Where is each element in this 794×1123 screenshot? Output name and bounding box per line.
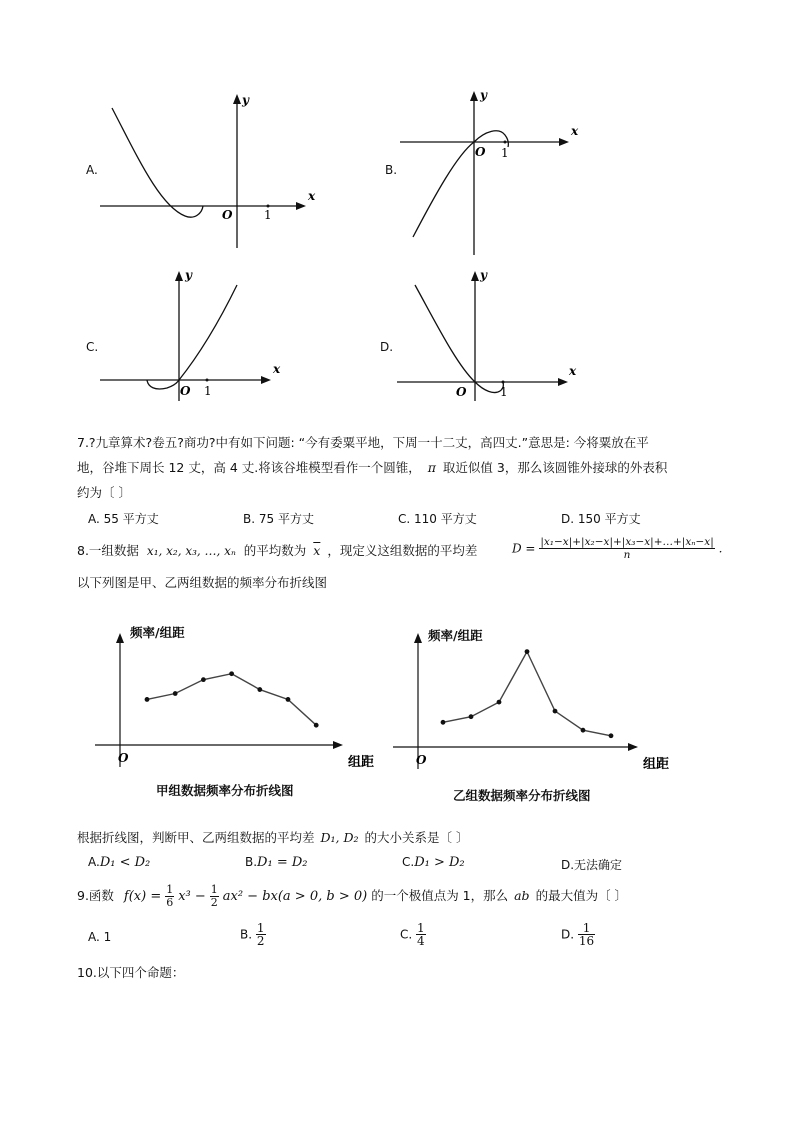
formula-numerator: |x₁−x|+|x₂−x|+|x₃−x|+…+|xₙ−x| [540, 536, 714, 548]
one-label: 1 [500, 385, 508, 399]
y-axis-arrow [471, 271, 479, 281]
q10-line: 10.以下四个命题： [77, 965, 185, 980]
q7-line-2b: 取近似值 3，那么该圆锥外接球的外表积 [442, 460, 668, 475]
q9-frac-2-den: 2 [210, 896, 218, 909]
x-label: x [273, 362, 281, 376]
curve [112, 108, 203, 217]
data-point-4 [229, 671, 234, 676]
q8-line-2: 以下列图是甲、乙两组数据的频率分布折线图 [77, 575, 328, 590]
q9-option-c-den: 4 [417, 934, 425, 948]
q9-prefix: 9.函数 [77, 888, 114, 903]
y-axis-arrow [414, 633, 422, 643]
q7-line-3: 约为〔 〕 [77, 485, 131, 500]
q9-func-a: f(x) = [123, 889, 162, 904]
y-axis-arrow [470, 91, 478, 101]
pi-symbol: π [427, 460, 436, 475]
q9-line-mid: 的一个极值点为 1，那么 [371, 888, 509, 903]
curve [147, 285, 237, 389]
q8-option-c-letter: C. [402, 855, 415, 869]
origin-label: O [180, 384, 191, 398]
one-label: 1 [501, 146, 509, 160]
q6-graph-b [395, 85, 595, 260]
q7-option-a: A. 55 平方丈 [88, 512, 159, 526]
q7-option-b: B. 75 平方丈 [243, 512, 314, 526]
q6-option-c-label: C. [86, 340, 99, 354]
tick-1 [504, 141, 507, 144]
data-point-3 [201, 677, 206, 682]
formula-lhs: D = [512, 541, 536, 556]
q9-func-b: x³ − [178, 889, 206, 904]
data-point-6 [581, 728, 586, 733]
q8-line-1a: 8.一组数据 [77, 543, 139, 558]
q6-option-a-label: A. [86, 163, 98, 177]
q9-frac-1-num: 1 [166, 883, 174, 896]
q8-line-3 [77, 830, 468, 846]
q9-option-b-letter: B. [240, 927, 253, 942]
y-axis-arrow [175, 271, 183, 281]
q9-option-d [561, 922, 595, 947]
data-point-2 [469, 714, 474, 719]
curve [415, 285, 503, 393]
x-label: x [571, 124, 579, 138]
q9-frac-2-num: 1 [210, 883, 218, 896]
q8-mean: $\overline{x}$ [313, 543, 321, 558]
q6-option-b-label: B. [385, 163, 398, 177]
data-point-7 [609, 733, 614, 738]
q9-ab: ab [514, 888, 530, 903]
q8-d-pair: D₁, D₂ [320, 830, 359, 845]
q9-line [77, 884, 627, 909]
q9-option-b [240, 922, 266, 947]
x-label: x [308, 189, 316, 203]
q6-graph-d [392, 265, 592, 405]
data-point-3 [497, 700, 502, 705]
one-label: 1 [264, 208, 272, 222]
series-line [147, 674, 316, 725]
q8-option-a [88, 855, 150, 870]
y-label: y [480, 268, 487, 282]
q8-option-c [402, 855, 465, 870]
q9-option-d-frac [578, 922, 595, 947]
y-axis-arrow [233, 94, 241, 104]
curve [413, 131, 508, 237]
q9-option-d-den: 16 [578, 934, 595, 948]
q9-option-b-num: 1 [256, 921, 265, 935]
tick-1 [502, 381, 505, 384]
q7-option-c: C. 110 平方丈 [398, 512, 477, 526]
q7-line-2 [77, 460, 667, 476]
q8-line-1c: ，现定义这组数据的平均差 [327, 543, 478, 558]
y-axis-arrow [116, 633, 124, 643]
chart-a-ylabel: 频率/组距 [130, 625, 185, 640]
q7-option-d: D. 150 平方丈 [561, 512, 641, 526]
q9-frac-1-den: 6 [166, 896, 174, 909]
data-point-7 [314, 723, 319, 728]
q8-data-list: x₁, x₂, x₃, …, xₙ [146, 544, 236, 558]
origin-label: O [222, 208, 233, 222]
chart-b-ylabel: 频率/组距 [428, 628, 483, 643]
q9-option-c [400, 922, 426, 947]
x-axis-arrow [261, 376, 271, 384]
y-label: y [480, 88, 487, 102]
chart-a-title: 甲组数据频率分布折线图 [156, 783, 294, 798]
q9-option-b-frac [256, 922, 266, 947]
q8-formula [512, 536, 722, 561]
q9-option-b-den: 2 [256, 934, 265, 948]
q9-option-d-num: 1 [578, 922, 595, 935]
q8-option-b-math: D₁ = D₂ [257, 855, 308, 870]
data-point-1 [145, 697, 150, 702]
q8-option-a-letter: A. [88, 855, 100, 869]
data-point-2 [173, 691, 178, 696]
q6-option-d-label: D. [380, 340, 394, 354]
q9-option-d-letter: D. [561, 927, 575, 942]
q9-func-c: ax² − bx(a > 0, b > 0) [222, 889, 368, 904]
data-point-6 [286, 697, 291, 702]
origin-label: O [456, 385, 467, 399]
x-axis-arrow [296, 202, 306, 210]
x-axis-label: 组距 [643, 757, 670, 772]
formula-end: . [718, 541, 723, 556]
chart-b-title: 乙组数据频率分布折线图 [453, 788, 591, 803]
q7-line-1: 7.?九章算术?卷五?商功?中有如下问题: “今有委粟平地，下周一十二丈，高四丈.”意思是: 今将粟放在平 [77, 435, 649, 450]
data-point-1 [441, 720, 446, 725]
x-axis-arrow [628, 743, 638, 751]
q6-graph-c [95, 265, 295, 405]
origin-label: O [475, 145, 486, 159]
y-label: y [185, 268, 192, 282]
q8-line-1 [77, 543, 477, 559]
x-axis-arrow [559, 138, 569, 146]
q8-option-a-math: D₁ < D₂ [99, 855, 151, 870]
q8-line-3a: 根据折线图，判断甲、乙两组数据的平均差 [77, 830, 315, 845]
q9-option-c-num: 1 [417, 921, 425, 935]
q6-graph-a [90, 88, 330, 253]
x-axis-arrow [558, 378, 568, 386]
formula-denominator: n [623, 549, 631, 561]
q9-line-end: 的最大值为〔 〕 [535, 888, 628, 903]
q9-option-c-letter: C. [400, 927, 413, 942]
q8-option-b [245, 855, 307, 870]
q9-frac-2 [210, 884, 219, 909]
q8-option-d: D.无法确定 [561, 858, 623, 872]
q9-frac-1 [165, 884, 174, 909]
x-axis-label: 组距 [348, 755, 375, 770]
formula-fraction [539, 536, 714, 561]
data-point-5 [257, 687, 262, 692]
data-point-4 [525, 649, 530, 654]
q8-line-1b: 的平均数为 [243, 543, 307, 558]
origin-label: O [416, 753, 427, 767]
q9-option-c-frac [416, 922, 426, 947]
q8-line-3b: 的大小关系是〔 〕 [364, 830, 469, 845]
one-label: 1 [204, 384, 212, 398]
q8-option-c-math: D₁ > D₂ [414, 855, 465, 870]
q8-option-b-letter: B. [245, 855, 258, 869]
data-point-5 [553, 709, 558, 714]
chart-a [90, 620, 380, 770]
origin-label: O [118, 751, 129, 765]
tick-1 [206, 379, 209, 382]
x-label: x [569, 364, 577, 378]
q7-line-2a: 地，谷堆下周长 12 丈，高 4 丈.将该谷堆模型看作一个圆锥， [77, 460, 421, 475]
y-label: y [242, 93, 249, 107]
q9-option-a: A. 1 [88, 930, 112, 944]
x-axis-arrow [333, 741, 343, 749]
series-line [443, 652, 611, 736]
